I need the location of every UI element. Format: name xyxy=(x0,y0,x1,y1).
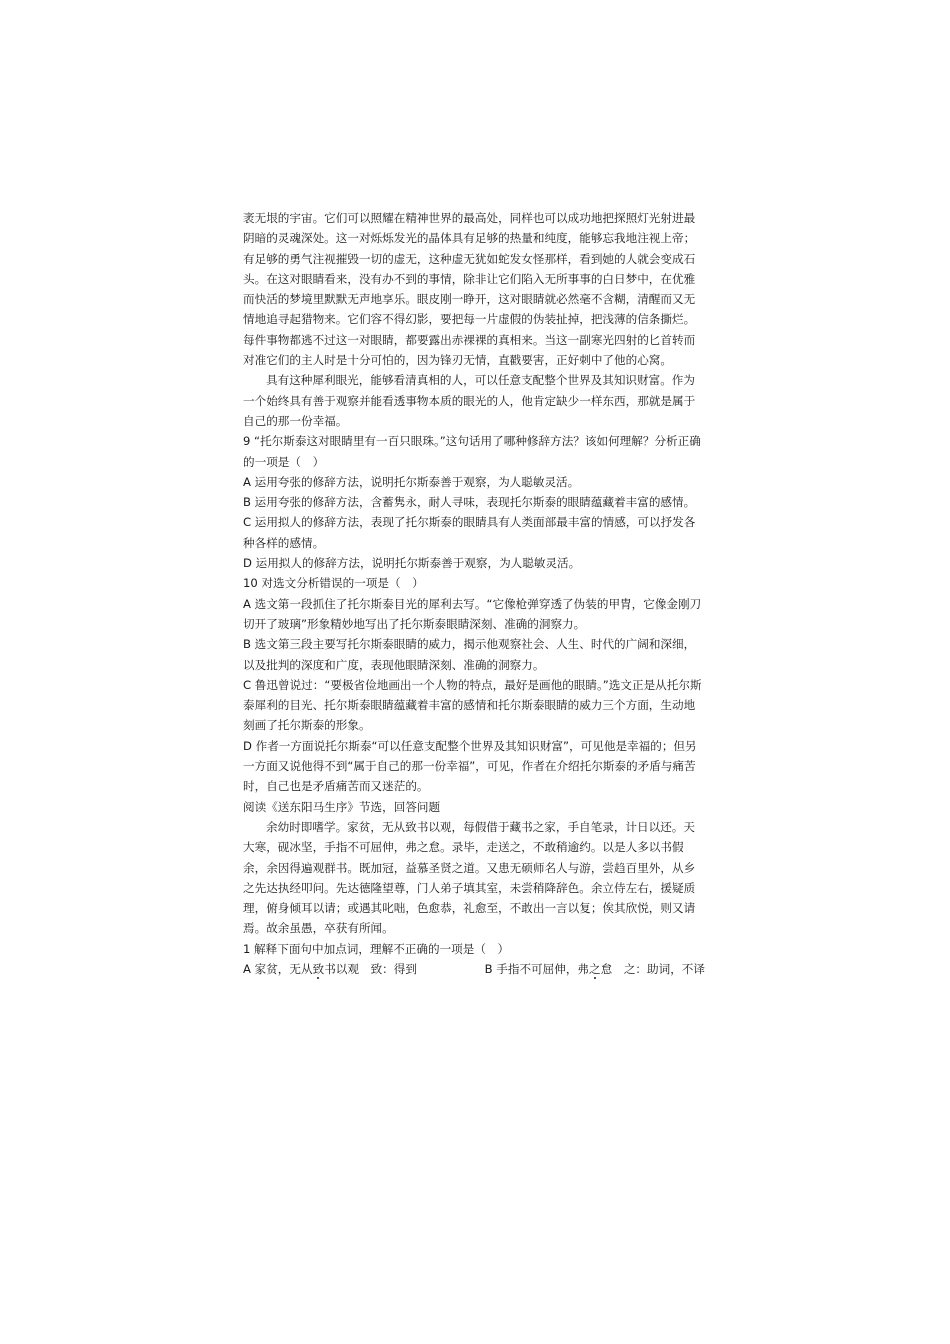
question-10-option-b: B 选文第三段主要写托尔斯泰眼睛的威力，揭示他观察社会、人生、时代的广阔和深细，以及批判的深度和广度，表现他眼睛深刻、准确的洞察力。 xyxy=(243,637,696,672)
question-9-option-c: C 运用拟人的修辞方法，表现了托尔斯泰的眼睛具有人类面部最丰富的情感，可以抒发各种各样的感情。 xyxy=(243,515,696,550)
question-1-stem: 1 解释下面句中加点词，理解不正确的一项是（ ） xyxy=(243,941,510,956)
question-10-stem: 10 对选文分析错误的一项是（ ） xyxy=(243,576,424,591)
question-9-stem: 9 “托尔斯泰这对眼睛里有一百只眼珠。”这句话用了哪种修辞方法？该如何理解？分析正确的一项是（ ） xyxy=(243,434,701,469)
passage-paragraph-2: 具有这种犀利眼光，能够看清真相的人，可以任意支配整个世界及其知识财富。作为一个始终具有善于观察并能看透事物本质的眼光的人，他肯定缺少一样东西，那就是属于自己的那一份幸福。 xyxy=(243,373,696,428)
question-1-option-b: B 手指不可屈伸，弗之怠 之：助词，不译 xyxy=(484,961,705,976)
dotted-character: 之 xyxy=(589,961,601,976)
question-9-option-d: D 运用拟人的修辞方法，说明托尔斯泰善于观察，为人聪敏灵活。 xyxy=(243,556,581,571)
question-10-option-c: C 鲁迅曾说过：“要极省俭地画出一个人物的特点，最好是画他的眼睛。”选文正是从托尔斯泰犀利的目光、托尔斯泰眼睛蕴藏着丰富的感情和托尔斯泰眼睛的威力三个方面，生动地刻画了托尔斯泰的形象。 xyxy=(243,677,702,733)
passage-paragraph-1: 袤无垠的宇宙。它们可以照耀在精神世界的最高处，同样也可以成功地把探照灯光射进最阴暗的灵魂深处。这一对烁烁发光的晶体具有足够的热量和纯度，能够忘我地注视上帝；有足够的勇气注视摧毁一切的虚无，这种虚无犹如蛇发女怪那样，看到她的人就会变成石头。在这对眼睛看来，没有办不到的事情，除非让它们陷入无所事事的白日梦中，在优雅而快活的梦境里默默无声地享乐。眼皮刚一睁开，这对眼睛就必然毫不含糊，清醒而又无情地追寻起猎物来。它们容不得幻影，要把每一片虚假的伪装扯掉，把浅薄的信条撕烂。每件事物都逃不过这一对眼睛，都要露出赤裸裸的真相来。当这一副寒光四射的匕首转而对准它们的主人时是十分可怕的，因为锋刃无情，直戳要害，正好刺中了他的心窝。 xyxy=(243,211,696,368)
question-9-option-b: B 运用夸张的修辞方法，含蓄隽永，耐人寻味，表现托尔斯泰的眼睛蕴藏着丰富的感情。 xyxy=(243,495,696,510)
question-10-option-a: A 选文第一段抓住了托尔斯泰目光的犀利去写。“它像枪弹穿透了伪装的甲胄，它像金刚刀切开了玻璃”形象精妙地写出了托尔斯泰眼睛深刻、准确的洞察力。 xyxy=(243,596,702,631)
question-1-options-row xyxy=(243,959,705,979)
reading-heading: 阅读《送东阳马生序》节选，回答问题 xyxy=(243,799,441,814)
classical-passage: 余幼时即嗜学。家贫，无从致书以观，每假借于藏书之家，手自笔录，计日以还。天大寒，砚冰坚，手指不可屈伸，弗之怠。录毕，走送之，不敢稍逾约。以是人多以书假余，余因得遍观群书。既加冠，益慕圣贤之道。又患无硕师名人与游，尝趋百里外，从乡之先达执经叩问。先达德隆望尊，门人弟子填其室，未尝稍降辞色。余立侍左右，援疑质理，俯身倾耳以请；或遇其叱咄，色愈恭，礼愈至，不敢出一言以复；俟其欣悦，则又请焉。故余虽愚，卒获有所闻。 xyxy=(243,819,696,936)
question-1-option-a: A 家贫，无从致书以观 致：得到 xyxy=(243,961,417,976)
dotted-character: 致 xyxy=(312,961,325,976)
question-9-option-a: A 运用夸张的修辞方法，说明托尔斯泰善于观察，为人聪敏灵活。 xyxy=(243,474,580,489)
document-body xyxy=(243,208,705,979)
question-10-option-d: D 作者一方面说托尔斯泰“可以任意支配整个世界及其知识财富”，可见他是幸福的；但另一方面又说他得不到“属于自己的那一份幸福”，可见，作者在介绍托尔斯泰的矛盾与痛苦时，自己也是矛盾痛苦而又迷茫的。 xyxy=(243,738,697,794)
